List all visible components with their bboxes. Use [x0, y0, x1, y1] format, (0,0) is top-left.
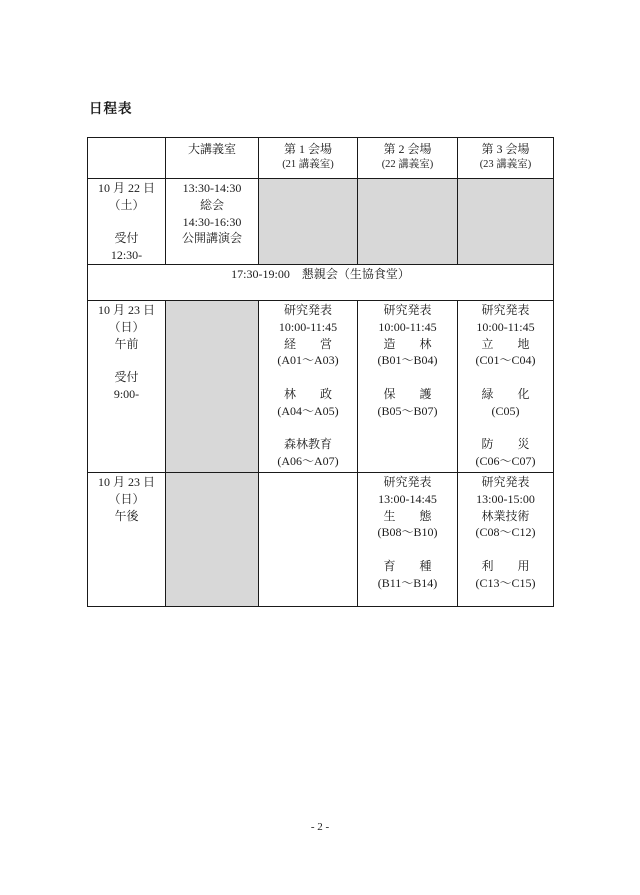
header-cell-venue-2	[358, 138, 458, 179]
banquet-cell: 17:30-19:00 懇親会（生協食堂）	[88, 264, 554, 300]
page-title: 日程表	[89, 101, 133, 116]
oct23-pm-lecture-hall-shaded-cell	[166, 472, 259, 606]
oct23-pm-date-cell: 10 月 23 日 （日） 午後	[88, 472, 166, 606]
venue-2-room: (22 講義室)	[381, 159, 434, 170]
venue-2-title: 第 2 会場	[383, 142, 432, 156]
venue-3-title: 第 3 会場	[481, 142, 530, 156]
venue-3-room: (23 講義室)	[479, 159, 532, 170]
header-cell-lecture-hall	[166, 138, 259, 179]
header-cell-venue-3	[458, 138, 554, 179]
oct23-am-venue-1-cell: 研究発表 10:00-11:45 経 営 (A01〜A03) 林 政 (A04〜A05) 森林教育 (A06〜A07)	[259, 300, 358, 472]
oct23-pm-venue-3-cell: 研究発表 13:00-15:00 林業技術 (C08〜C12) 利 用 (C13〜C15)	[458, 472, 554, 606]
oct23-am-date-cell: 10 月 23 日 （日） 午前 受付 9:00-	[88, 300, 166, 472]
venue-1-title: 第 1 会場	[283, 142, 332, 156]
oct22-date-cell: 10 月 22 日 （土） 受付 12:30-	[88, 179, 166, 265]
oct22-venue-1-shaded-cell	[259, 179, 358, 265]
row-banquet	[88, 264, 554, 300]
venue-1-room: (21 講義室)	[282, 159, 334, 170]
oct23-pm-venue-2-cell: 研究発表 13:00-14:45 生 態 (B08〜B10) 育 種 (B11〜B14)	[358, 472, 458, 606]
table-header-row	[88, 138, 554, 179]
oct23-pm-venue-1-empty-cell	[259, 472, 358, 606]
row-oct23-pm	[88, 472, 554, 606]
oct22-lecture-hall-cell: 13:30-14:30 総会 14:30-16:30 公開講演会	[166, 179, 259, 265]
schedule-table	[87, 137, 554, 607]
lecture-hall-label: 大講義室	[187, 142, 236, 156]
oct23-am-venue-2-cell: 研究発表 10:00-11:45 造 林 (B01〜B04) 保 護 (B05〜B07)	[358, 300, 458, 472]
oct22-venue-3-shaded-cell	[458, 179, 554, 265]
header-cell-empty	[88, 138, 166, 179]
row-oct23-am	[88, 300, 554, 472]
oct23-am-venue-3-cell: 研究発表 10:00-11:45 立 地 (C01〜C04) 緑 化 (C05) 防 災 (C06〜C07)	[458, 300, 554, 472]
row-oct22	[88, 179, 554, 265]
header-cell-venue-1	[259, 138, 358, 179]
oct22-venue-2-shaded-cell	[358, 179, 458, 265]
page-number: - 2 -	[310, 821, 330, 833]
oct23-am-lecture-hall-shaded-cell	[166, 300, 259, 472]
